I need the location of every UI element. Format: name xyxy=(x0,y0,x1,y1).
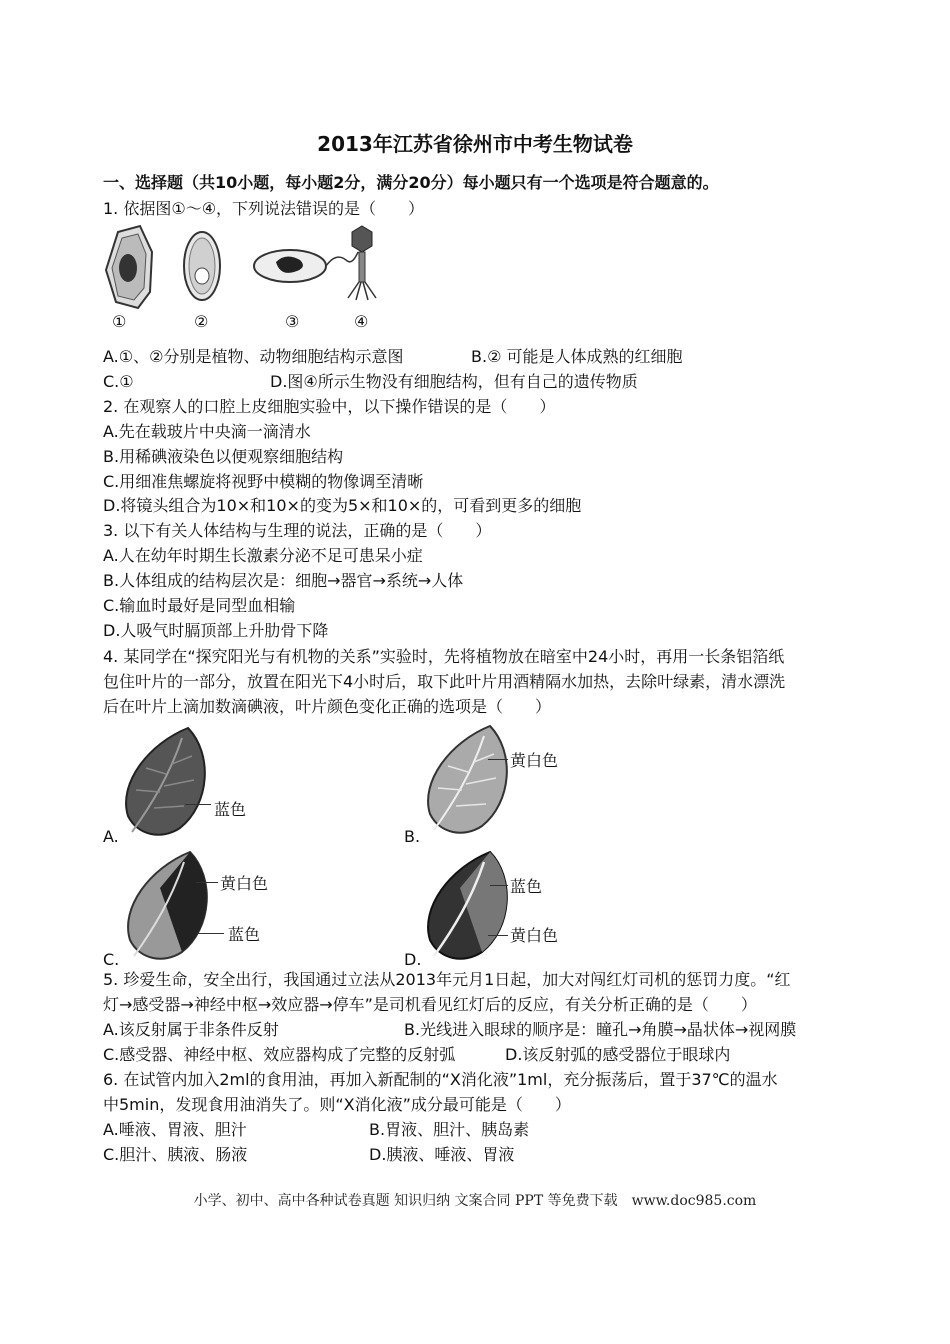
q2-stem: 2. 在观察人的口腔上皮细胞实验中，以下操作错误的是（ ） xyxy=(103,397,556,416)
q1-option-d: D.图④所示生物没有细胞结构，但有自己的遗传物质 xyxy=(270,372,638,391)
q5-option-d: D.该反射弧的感受器位于眼球内 xyxy=(505,1045,731,1064)
q4-stem-line2: 包住叶片的一部分，放置在阳光下4小时后，取下此叶片用酒精隔水加热，去除叶绿素，清水漂洗 xyxy=(103,672,786,691)
q1-option-a: A.①、②分别是植物、动物细胞结构示意图 xyxy=(103,347,404,366)
leaf-d-label-2: 黄白色 xyxy=(510,926,559,945)
q2-option-b: B.用稀碘液染色以便观察细胞结构 xyxy=(103,447,344,466)
q1-option-c: C.① xyxy=(103,372,134,391)
page-footer: 小学、初中、高中各种试卷真题 知识归纳 文案合同 PPT 等免费下载 www.doc985.com xyxy=(193,1193,757,1209)
leaf-c-letter: C. xyxy=(103,950,120,969)
leaf-a-image xyxy=(118,724,218,844)
q6-stem-line2: 中5min，发现食用油消失了。则“X消化液”成分最可能是（ ） xyxy=(103,1095,571,1114)
q1-figure xyxy=(100,222,390,334)
q3-option-c: C.输血时最好是同型血相输 xyxy=(103,596,296,615)
q3-option-b: B.人体组成的结构层次是：细胞→器官→系统→人体 xyxy=(103,571,464,590)
leaf-b-image xyxy=(420,722,520,844)
q2-option-a: A.先在载玻片中央滴一滴清水 xyxy=(103,422,311,441)
leaf-c-label-2: 蓝色 xyxy=(228,925,261,944)
leaf-c-pointer-1 xyxy=(196,882,218,883)
leaf-d-letter: D. xyxy=(404,950,422,969)
fig-label-3: ③ xyxy=(285,312,300,331)
q5-stem-line2: 灯→感受器→神经中枢→效应器→停车”是司机看见红灯后的反应，有关分析正确的是（ ） xyxy=(103,995,757,1014)
q5-option-c: C.感受器、神经中枢、效应器构成了完整的反射弧 xyxy=(103,1045,456,1064)
virus-image xyxy=(348,226,376,300)
q5-option-a: A.该反射属于非条件反射 xyxy=(103,1020,279,1039)
leaf-a-pointer xyxy=(185,804,211,805)
q4-stem-line3: 后在叶片上滴加数滴碘液，叶片颜色变化正确的选项是（ ） xyxy=(103,697,552,716)
plant-cell-image xyxy=(106,226,152,308)
leaf-d-label-1: 蓝色 xyxy=(510,877,543,896)
q1-option-b: B.② 可能是人体成熟的红细胞 xyxy=(471,347,683,366)
leaf-d-pointer-2 xyxy=(488,935,508,936)
q4-stem-line1: 4. 某同学在“探究阳光与有机物的关系”实验时，先将植物放在暗室中24小时，再用一长条铝箔纸 xyxy=(103,647,785,666)
animal-cell-image xyxy=(184,232,220,300)
leaf-d-image xyxy=(420,848,520,966)
bacterium-image xyxy=(254,250,358,282)
leaf-d-pointer-1 xyxy=(490,885,508,886)
fig-label-2: ② xyxy=(194,312,209,331)
fig-label-4: ④ xyxy=(354,312,369,331)
leaf-c-image xyxy=(120,848,220,966)
q2-option-d: D.将镜头组合为10×和10×的变为5×和10×的，可看到更多的细胞 xyxy=(103,496,582,515)
leaf-a-label: 蓝色 xyxy=(214,800,247,819)
leaf-a-letter: A. xyxy=(103,827,119,846)
q3-stem: 3. 以下有关人体结构与生理的说法，正确的是（ ） xyxy=(103,521,492,540)
q2-option-c: C.用细准焦螺旋将视野中模糊的物像调至清晰 xyxy=(103,472,424,491)
leaf-b-letter: B. xyxy=(404,827,421,846)
q3-option-a: A.人在幼年时期生长激素分泌不足可患呆小症 xyxy=(103,546,423,565)
fig-label-1: ① xyxy=(112,312,127,331)
leaf-c-pointer-2 xyxy=(198,933,224,934)
leaf-b-label: 黄白色 xyxy=(510,751,559,770)
q5-stem-line1: 5. 珍爱生命，安全出行，我国通过立法从2013年元月1日起，加大对闯红灯司机的惩罚力度。“红 xyxy=(103,970,791,989)
page-title: 2013年江苏省徐州市中考生物试卷 xyxy=(317,132,633,156)
q6-option-d: D.胰液、唾液、胃液 xyxy=(369,1145,515,1164)
q1-stem: 1. 依据图①～④，下列说法错误的是（ ） xyxy=(103,199,425,218)
q6-option-c: C.胆汁、胰液、肠液 xyxy=(103,1145,248,1164)
q6-option-a: A.唾液、胃液、胆汁 xyxy=(103,1120,247,1139)
leaf-b-pointer xyxy=(488,759,508,760)
q6-stem-line1: 6. 在试管内加入2ml的食用油，再加入新配制的“X消化液”1ml，充分振荡后，置于37℃的温水 xyxy=(103,1070,778,1089)
q5-option-b: B.光线进入眼球的顺序是：瞳孔→角膜→晶状体→视网膜 xyxy=(404,1020,797,1039)
leaf-c-label-1: 黄白色 xyxy=(220,874,269,893)
q3-option-d: D.人吸气时膈顶部上升肋骨下降 xyxy=(103,621,329,640)
q6-option-b: B.胃液、胆汁、胰岛素 xyxy=(369,1120,530,1139)
section-heading: 一、选择题（共10小题，每小题2分，满分20分）每小题只有一个选项是符合题意的。 xyxy=(103,173,719,192)
